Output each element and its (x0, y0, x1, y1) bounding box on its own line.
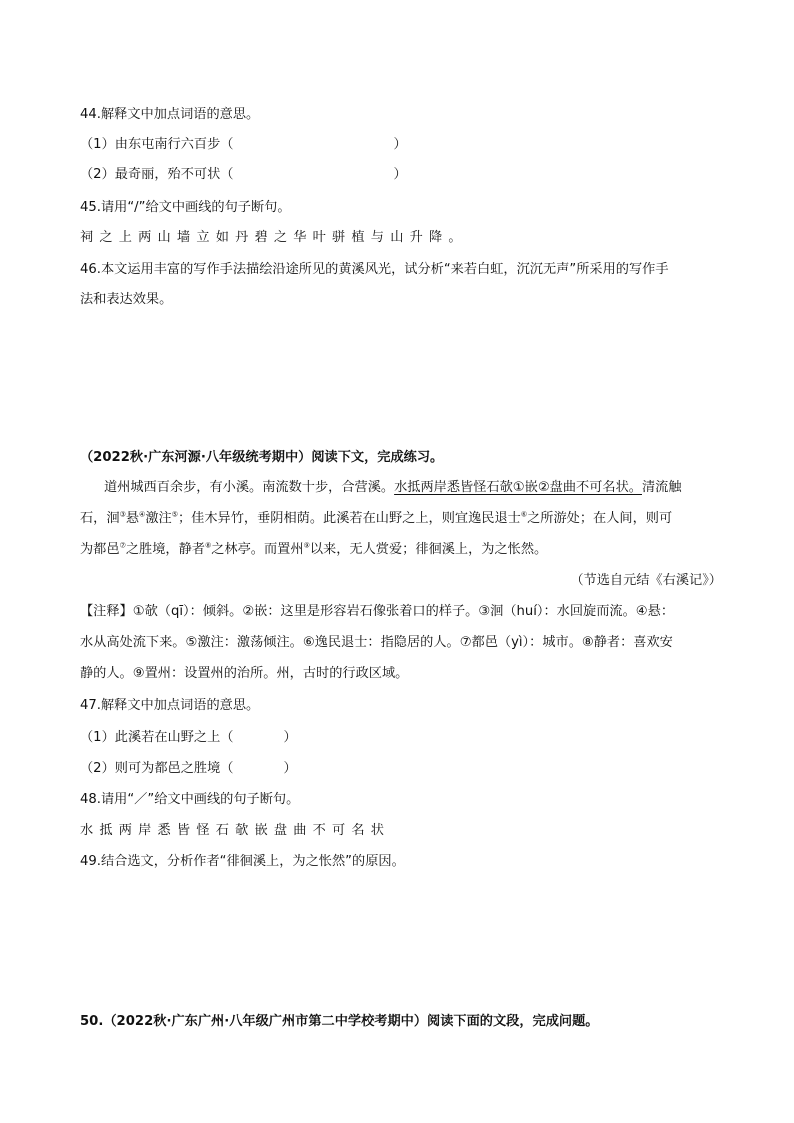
passage-text: 道州城西百余步，有小溪。南流数十步，合营溪。 (104, 480, 395, 495)
q47-item-2-text: （2）则可为都邑之胜境（ (80, 761, 234, 776)
q44-title: 44.解释文中加点词语的意思。 (80, 107, 260, 122)
q47-item-1-text: （1）此溪若在山野之上（ (80, 730, 234, 745)
q49-title: 49.结合选文，分析作者“徘徊溪上，为之怅然”的原因。 (80, 854, 405, 869)
q47-item-2-close: ） (283, 761, 297, 776)
passage-line-1 (104, 479, 682, 497)
q47-item-1-close: ） (283, 730, 297, 745)
q47-item-2 (80, 760, 297, 778)
q44-item-2-text: （2）最奇丽，殆不可状（ (80, 167, 234, 182)
notes-line-2: 水从高处流下来。⑤激注：激荡倾注。⑥逸民退士：指隐居的人。⑦都邑（yì）：城市。⑧静者：喜欢安 (80, 635, 673, 650)
q47-item-1 (80, 729, 297, 747)
passage-text: 为都邑 (80, 542, 120, 557)
note-ref: ⑦ (119, 541, 126, 550)
passage-text: 石，洄 (80, 511, 120, 526)
note-ref: ④ (139, 510, 146, 519)
q44-item-1-text: （1）由东屯南行六百步（ (80, 137, 234, 152)
passage-text: 悬 (125, 511, 140, 526)
q44-item-2-close: ） (393, 167, 407, 182)
notes-line-3: 静的人。⑨置州：设置州的治所。州，古时的行政区域。 (80, 666, 409, 681)
note-ref: ⑤ (171, 510, 178, 519)
section-heading: （2022秋·广东河源·八年级统考期中）阅读下文，完成练习。 (80, 450, 444, 465)
passage-text: ；佳木异竹，垂阴相荫。此溪若在山野之上，则宜逸民退士 (177, 511, 521, 526)
note-ref: ⑨ (303, 541, 310, 550)
q45-sentence: 祠之上两山墙立如丹碧之华叶骈植与山升降。 (80, 230, 468, 245)
q48-title: 48.请用“／”给文中画线的句子断句。 (80, 792, 300, 807)
q44-item-1-close: ） (393, 137, 407, 152)
q44-item-1 (80, 136, 407, 154)
passage-text: 清流触 (641, 480, 682, 495)
passage-text: 之胜境，静者 (125, 542, 205, 557)
passage-source: （节选自元结《右溪记》） (570, 573, 722, 588)
underlined-sentence: 水抵两岸悉皆怪石欹①嵌②盘曲不可名状。 (394, 480, 642, 495)
passage-line-3 (80, 541, 547, 559)
q45-title: 45.请用“/”给文中画线的句子断句。 (80, 200, 291, 215)
note-ref: ⑧ (204, 541, 212, 550)
q50-heading: 50.（2022秋·广东广州·八年级广州市第二中学校考期中）阅读下面的文段，完成问题。 (80, 1014, 599, 1029)
passage-text: 激注 (145, 511, 172, 526)
q46-line-2: 法和表达效果。 (80, 292, 173, 307)
note-ref: ⑥ (520, 510, 528, 519)
passage-text: 之所游处；在人间，则可 (527, 511, 673, 526)
q46-line-1: 46.本文运用丰富的写作手法描绘沿途所见的黄溪风光，试分析“来若白虹，沉沉无声”所采用的写作手 (80, 262, 669, 277)
q47-title: 47.解释文中加点词语的意思。 (80, 698, 260, 713)
passage-text: 以来，无人赏爱；徘徊溪上，为之怅然。 (309, 542, 548, 557)
q44-item-2 (80, 166, 407, 184)
q48-sentence: 水抵两岸悉皆怪石欹嵌盘曲不可名状 (80, 823, 391, 838)
passage-text: 之林亭。而置州 (211, 542, 304, 557)
note-ref: ③ (119, 510, 126, 519)
notes-line-1: 【注释】①欹（qī）：倾斜。②嵌：这里是形容岩石像张着口的样子。③洄（huí）：水回旋而流。④悬： (80, 604, 675, 619)
passage-line-2 (80, 510, 672, 528)
